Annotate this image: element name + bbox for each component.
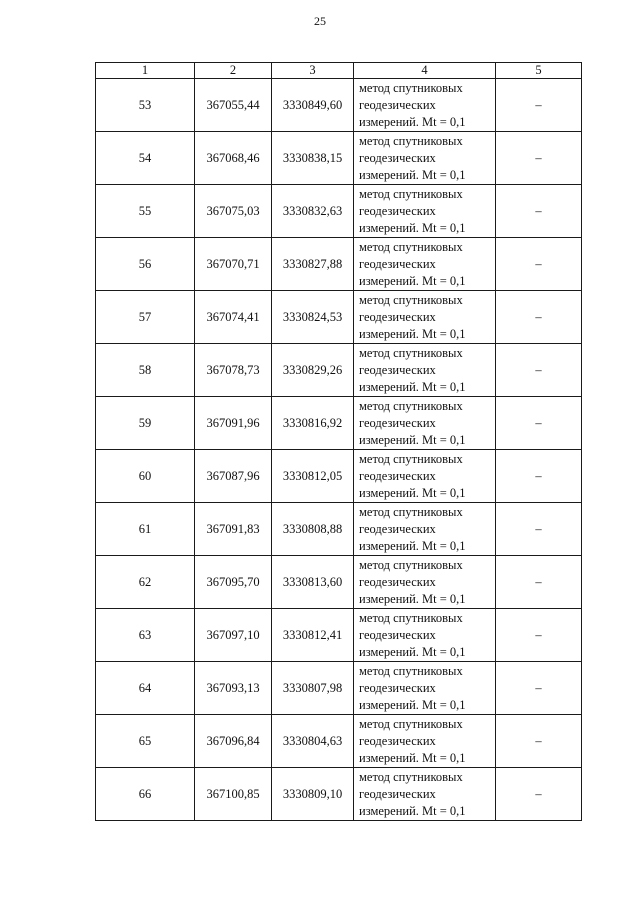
method-cell (354, 715, 496, 768)
note-cell: – (496, 768, 582, 821)
note-cell: – (496, 609, 582, 662)
method-line: измерений. Mt = 0,1 (359, 379, 466, 394)
method-line: метод спутниковых (359, 769, 463, 784)
method-line: метод спутниковых (359, 186, 463, 201)
coordinate-y-cell: 3330812,41 (272, 609, 354, 662)
coordinate-y-cell: 3330812,05 (272, 450, 354, 503)
table-row (96, 503, 582, 556)
method-cell (354, 609, 496, 662)
header-col-5: 5 (496, 63, 582, 79)
coordinate-y-cell: 3330827,88 (272, 238, 354, 291)
method-line: геодезических (359, 680, 436, 695)
table-body (96, 79, 582, 821)
note-cell: – (496, 450, 582, 503)
method-line: измерений. Mt = 0,1 (359, 485, 466, 500)
method-line: измерений. Mt = 0,1 (359, 697, 466, 712)
method-line: метод спутниковых (359, 451, 463, 466)
method-line: метод спутниковых (359, 239, 463, 254)
table-row (96, 397, 582, 450)
coordinate-x-cell: 367093,13 (195, 662, 272, 715)
table-row (96, 344, 582, 397)
point-number-cell: 66 (96, 768, 195, 821)
method-line: геодезических (359, 574, 436, 589)
table-row (96, 715, 582, 768)
point-number-cell: 61 (96, 503, 195, 556)
point-number-cell: 56 (96, 238, 195, 291)
coordinate-x-cell: 367068,46 (195, 132, 272, 185)
point-number-cell: 60 (96, 450, 195, 503)
coordinate-y-cell: 3330824,53 (272, 291, 354, 344)
table-row (96, 450, 582, 503)
table-row (96, 556, 582, 609)
method-line: геодезических (359, 256, 436, 271)
header-col-1: 1 (96, 63, 195, 79)
method-line: геодезических (359, 627, 436, 642)
method-cell (354, 238, 496, 291)
method-line: метод спутниковых (359, 133, 463, 148)
point-number-cell: 65 (96, 715, 195, 768)
coordinate-y-cell: 3330849,60 (272, 79, 354, 132)
method-line: измерений. Mt = 0,1 (359, 591, 466, 606)
method-line: метод спутниковых (359, 80, 463, 95)
coordinate-y-cell: 3330807,98 (272, 662, 354, 715)
header-col-2: 2 (195, 63, 272, 79)
coordinate-x-cell: 367087,96 (195, 450, 272, 503)
coordinates-table (95, 62, 582, 821)
point-number-cell: 62 (96, 556, 195, 609)
note-cell: – (496, 344, 582, 397)
method-line: измерений. Mt = 0,1 (359, 803, 466, 818)
coordinate-x-cell: 367074,41 (195, 291, 272, 344)
coordinate-x-cell: 367095,70 (195, 556, 272, 609)
method-cell (354, 291, 496, 344)
coordinate-y-cell: 3330832,63 (272, 185, 354, 238)
method-line: метод спутниковых (359, 504, 463, 519)
note-cell: – (496, 662, 582, 715)
method-line: измерений. Mt = 0,1 (359, 326, 466, 341)
method-line: метод спутниковых (359, 292, 463, 307)
method-cell (354, 79, 496, 132)
coordinate-y-cell: 3330838,15 (272, 132, 354, 185)
method-line: метод спутниковых (359, 716, 463, 731)
coordinate-x-cell: 367070,71 (195, 238, 272, 291)
method-cell (354, 397, 496, 450)
coordinate-x-cell: 367097,10 (195, 609, 272, 662)
note-cell: – (496, 715, 582, 768)
table-row (96, 768, 582, 821)
note-cell: – (496, 238, 582, 291)
note-cell: – (496, 503, 582, 556)
method-line: метод спутниковых (359, 345, 463, 360)
method-line: геодезических (359, 468, 436, 483)
point-number-cell: 57 (96, 291, 195, 344)
note-cell: – (496, 79, 582, 132)
method-line: геодезических (359, 309, 436, 324)
table-row (96, 609, 582, 662)
point-number-cell: 63 (96, 609, 195, 662)
table-row (96, 79, 582, 132)
method-line: измерений. Mt = 0,1 (359, 220, 466, 235)
table-row (96, 238, 582, 291)
method-cell (354, 132, 496, 185)
coordinate-x-cell: 367055,44 (195, 79, 272, 132)
method-cell (354, 556, 496, 609)
coordinate-x-cell: 367091,83 (195, 503, 272, 556)
table-row (96, 291, 582, 344)
method-cell (354, 185, 496, 238)
method-cell (354, 344, 496, 397)
coordinate-x-cell: 367078,73 (195, 344, 272, 397)
header-row (96, 63, 582, 79)
table-header (96, 63, 582, 79)
point-number-cell: 55 (96, 185, 195, 238)
method-line: измерений. Mt = 0,1 (359, 538, 466, 553)
note-cell: – (496, 132, 582, 185)
method-cell (354, 503, 496, 556)
table-row (96, 185, 582, 238)
method-line: геодезических (359, 150, 436, 165)
note-cell: – (496, 185, 582, 238)
note-cell: – (496, 397, 582, 450)
method-line: геодезических (359, 786, 436, 801)
method-line: измерений. Mt = 0,1 (359, 273, 466, 288)
coordinate-x-cell: 367100,85 (195, 768, 272, 821)
point-number-cell: 58 (96, 344, 195, 397)
method-cell (354, 768, 496, 821)
method-line: метод спутниковых (359, 610, 463, 625)
note-cell: – (496, 291, 582, 344)
method-line: измерений. Mt = 0,1 (359, 432, 466, 447)
header-col-4: 4 (354, 63, 496, 79)
method-line: метод спутниковых (359, 398, 463, 413)
method-line: геодезических (359, 733, 436, 748)
note-cell: – (496, 556, 582, 609)
point-number-cell: 64 (96, 662, 195, 715)
point-number-cell: 54 (96, 132, 195, 185)
coordinate-y-cell: 3330813,60 (272, 556, 354, 609)
method-line: метод спутниковых (359, 557, 463, 572)
method-line: метод спутниковых (359, 663, 463, 678)
coordinate-x-cell: 367096,84 (195, 715, 272, 768)
method-line: геодезических (359, 362, 436, 377)
header-col-3: 3 (272, 63, 354, 79)
method-line: геодезических (359, 521, 436, 536)
method-cell (354, 662, 496, 715)
coordinate-y-cell: 3330829,26 (272, 344, 354, 397)
point-number-cell: 59 (96, 397, 195, 450)
method-line: измерений. Mt = 0,1 (359, 167, 466, 182)
method-line: измерений. Mt = 0,1 (359, 750, 466, 765)
method-line: геодезических (359, 203, 436, 218)
method-line: геодезических (359, 415, 436, 430)
coordinate-y-cell: 3330816,92 (272, 397, 354, 450)
coordinate-x-cell: 367075,03 (195, 185, 272, 238)
page-number: 25 (314, 14, 326, 28)
table-row (96, 662, 582, 715)
point-number-cell: 53 (96, 79, 195, 132)
method-line: измерений. Mt = 0,1 (359, 644, 466, 659)
method-line: геодезических (359, 97, 436, 112)
table-row (96, 132, 582, 185)
coordinate-y-cell: 3330809,10 (272, 768, 354, 821)
coordinate-x-cell: 367091,96 (195, 397, 272, 450)
coordinate-y-cell: 3330804,63 (272, 715, 354, 768)
method-line: измерений. Mt = 0,1 (359, 114, 466, 129)
method-cell (354, 450, 496, 503)
coordinate-y-cell: 3330808,88 (272, 503, 354, 556)
